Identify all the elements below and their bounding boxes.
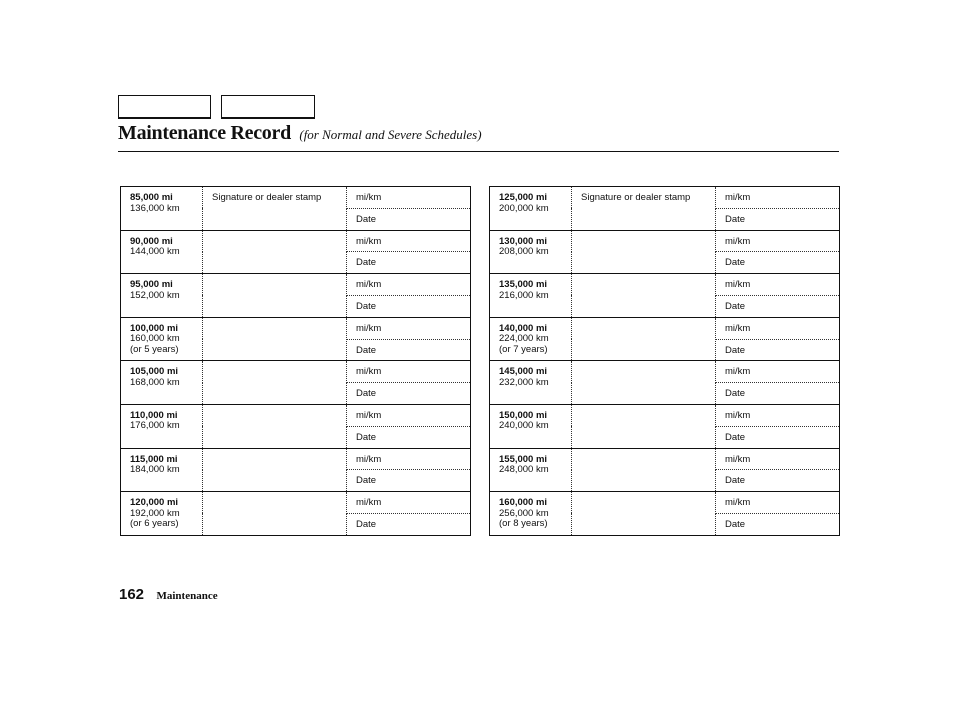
mileage-kilometers: 232,000 km (499, 376, 549, 388)
mileage-entry-field[interactable] (347, 404, 471, 426)
signature-stamp-field[interactable] (572, 361, 716, 405)
mileage-kilometers: 248,000 km (499, 464, 549, 476)
mileage-kilometers: 224,000 km (499, 333, 549, 345)
date-entry-field[interactable] (347, 513, 471, 535)
maintenance-record-table-right (489, 186, 840, 536)
date-entry-label: Date (356, 518, 377, 530)
date-entry-field[interactable] (347, 252, 471, 274)
date-entry-label: Date (356, 257, 377, 269)
date-entry-label: Date (725, 300, 746, 312)
record-row (490, 274, 840, 296)
mileage-entry-field[interactable] (347, 317, 471, 339)
section-name: Maintenance (156, 590, 218, 602)
mileage-kilometers: 200,000 km (499, 202, 549, 214)
signature-stamp-field[interactable] (203, 448, 347, 492)
mileage-kilometers: 144,000 km (130, 246, 180, 258)
signature-stamp-field[interactable] (203, 187, 347, 231)
record-row (121, 187, 471, 209)
mileage-entry-label: mi/km (356, 366, 382, 378)
record-row (121, 404, 471, 426)
date-entry-label: Date (725, 257, 746, 269)
mileage-kilometers: 256,000 km (499, 507, 549, 519)
mileage-cell (490, 317, 572, 361)
mileage-cell (121, 230, 203, 274)
mileage-miles: 145,000 mi (499, 366, 548, 378)
record-row (490, 492, 840, 514)
date-entry-label: Date (725, 475, 746, 487)
date-entry-label: Date (356, 213, 377, 225)
signature-stamp-field[interactable] (572, 187, 716, 231)
mileage-entry-label: mi/km (356, 453, 382, 465)
record-row (121, 274, 471, 296)
date-entry-label: Date (725, 431, 746, 443)
date-entry-label: Date (356, 475, 377, 487)
date-entry-label: Date (356, 300, 377, 312)
date-entry-label: Date (725, 388, 746, 400)
record-row (121, 361, 471, 383)
date-entry-field[interactable] (347, 426, 471, 448)
mileage-kilometers: 208,000 km (499, 246, 549, 258)
signature-stamp-field[interactable] (203, 274, 347, 318)
mileage-cell (490, 230, 572, 274)
mileage-kilometers: 240,000 km (499, 420, 549, 432)
record-row (490, 187, 840, 209)
mileage-kilometers: 136,000 km (130, 202, 180, 214)
mileage-entry-label: mi/km (725, 235, 751, 247)
record-row (490, 404, 840, 426)
mileage-entry-label: mi/km (725, 322, 751, 334)
date-entry-label: Date (356, 431, 377, 443)
date-entry-label: Date (725, 344, 746, 356)
date-entry-field[interactable] (347, 339, 471, 361)
mileage-entry-field[interactable] (347, 492, 471, 514)
signature-stamp-field[interactable] (572, 448, 716, 492)
mileage-entry-label: mi/km (356, 409, 382, 421)
mileage-entry-field[interactable] (347, 230, 471, 252)
mileage-entry-field[interactable] (716, 492, 840, 514)
signature-stamp-field[interactable] (203, 230, 347, 274)
mileage-miles: 155,000 mi (499, 453, 548, 465)
header-tab-box-1 (118, 95, 211, 119)
record-row (490, 448, 840, 470)
date-entry-field[interactable] (716, 470, 840, 492)
signature-stamp-field[interactable] (572, 230, 716, 274)
record-row (121, 492, 471, 514)
date-entry-label: Date (725, 518, 746, 530)
mileage-miles: 90,000 mi (130, 235, 173, 247)
mileage-entry-label: mi/km (356, 192, 382, 203)
mileage-miles: 160,000 mi (499, 497, 548, 509)
page-heading (118, 122, 482, 145)
mileage-cell (490, 187, 572, 231)
maintenance-record-table-left (120, 186, 471, 536)
mileage-miles: 125,000 mi (499, 192, 548, 203)
mileage-cell (121, 274, 203, 318)
mileage-cell (121, 448, 203, 492)
date-entry-field[interactable] (716, 426, 840, 448)
mileage-entry-label: mi/km (725, 366, 751, 378)
mileage-entry-field[interactable] (347, 361, 471, 383)
mileage-kilometers: 152,000 km (130, 289, 180, 301)
mileage-entry-label: mi/km (356, 279, 382, 291)
date-entry-field[interactable] (347, 383, 471, 405)
date-entry-field[interactable] (716, 383, 840, 405)
signature-stamp-field[interactable] (572, 492, 716, 536)
mileage-entry-field[interactable] (716, 187, 840, 209)
date-entry-field[interactable] (716, 513, 840, 535)
mileage-cell (121, 492, 203, 536)
mileage-entry-field[interactable] (716, 361, 840, 383)
record-row (490, 317, 840, 339)
mileage-entry-field[interactable] (347, 187, 471, 209)
signature-stamp-label: Signature or dealer stamp (581, 192, 691, 203)
mileage-miles: 130,000 mi (499, 235, 548, 247)
mileage-entry-field[interactable] (716, 448, 840, 470)
mileage-cell (490, 448, 572, 492)
mileage-kilometers: 216,000 km (499, 289, 549, 301)
mileage-miles: 140,000 mi (499, 322, 548, 334)
signature-stamp-field[interactable] (203, 317, 347, 361)
mileage-years: (or 7 years) (499, 343, 548, 355)
record-row (490, 361, 840, 383)
mileage-cell (490, 492, 572, 536)
mileage-miles: 150,000 mi (499, 409, 548, 421)
signature-stamp-field[interactable] (203, 404, 347, 448)
mileage-entry-field[interactable] (347, 448, 471, 470)
date-entry-field[interactable] (347, 208, 471, 230)
mileage-entry-label: mi/km (725, 279, 751, 291)
mileage-cell (121, 187, 203, 231)
mileage-kilometers: 192,000 km (130, 507, 180, 519)
date-entry-field[interactable] (347, 295, 471, 317)
mileage-cell (121, 361, 203, 405)
mileage-kilometers: 176,000 km (130, 420, 180, 432)
mileage-entry-label: mi/km (725, 192, 751, 203)
signature-stamp-field[interactable] (572, 274, 716, 318)
mileage-miles: 110,000 mi (130, 409, 178, 421)
record-row (490, 230, 840, 252)
date-entry-field[interactable] (716, 208, 840, 230)
mileage-cell (490, 274, 572, 318)
mileage-miles: 105,000 mi (130, 366, 179, 378)
mileage-miles: 135,000 mi (499, 279, 548, 291)
page-title: Maintenance Record (118, 122, 291, 144)
mileage-entry-label: mi/km (725, 453, 751, 465)
date-entry-label: Date (356, 344, 377, 356)
signature-stamp-label: Signature or dealer stamp (212, 192, 322, 203)
mileage-cell (490, 404, 572, 448)
date-entry-field[interactable] (716, 339, 840, 361)
date-entry-field[interactable] (716, 252, 840, 274)
mileage-entry-field[interactable] (347, 274, 471, 296)
record-row (121, 317, 471, 339)
mileage-years: (or 8 years) (499, 518, 548, 530)
mileage-entry-field[interactable] (716, 230, 840, 252)
mileage-kilometers: 160,000 km (130, 333, 180, 345)
record-row (121, 448, 471, 470)
mileage-cell (490, 361, 572, 405)
mileage-miles: 95,000 mi (130, 279, 173, 291)
mileage-miles: 100,000 mi (130, 322, 179, 334)
date-entry-field[interactable] (716, 295, 840, 317)
mileage-kilometers: 168,000 km (130, 376, 180, 388)
mileage-entry-label: mi/km (356, 235, 382, 247)
record-row (121, 230, 471, 252)
page-number: 162 (119, 586, 145, 603)
mileage-entry-label: mi/km (725, 497, 751, 509)
mileage-entry-label: mi/km (356, 322, 382, 334)
mileage-entry-field[interactable] (716, 274, 840, 296)
mileage-entry-label: mi/km (356, 497, 382, 509)
date-entry-label: Date (356, 388, 377, 400)
mileage-miles: 115,000 mi (130, 453, 178, 465)
mileage-miles: 85,000 mi (130, 192, 173, 203)
mileage-kilometers: 184,000 km (130, 464, 180, 476)
mileage-entry-field[interactable] (716, 404, 840, 426)
mileage-cell (121, 317, 203, 361)
page-subtitle: (for Normal and Severe Schedules) (299, 127, 482, 142)
mileage-years: (or 6 years) (130, 518, 179, 530)
date-entry-label: Date (725, 213, 746, 225)
page-footer (119, 586, 218, 604)
signature-stamp-field[interactable] (572, 404, 716, 448)
mileage-miles: 120,000 mi (130, 497, 179, 509)
signature-stamp-field[interactable] (203, 492, 347, 536)
header-tab-box-2 (221, 95, 315, 119)
mileage-years: (or 5 years) (130, 343, 179, 355)
date-entry-field[interactable] (347, 470, 471, 492)
mileage-entry-field[interactable] (716, 317, 840, 339)
signature-stamp-field[interactable] (572, 317, 716, 361)
mileage-cell (121, 404, 203, 448)
title-divider (118, 151, 839, 152)
mileage-entry-label: mi/km (725, 409, 751, 421)
signature-stamp-field[interactable] (203, 361, 347, 405)
